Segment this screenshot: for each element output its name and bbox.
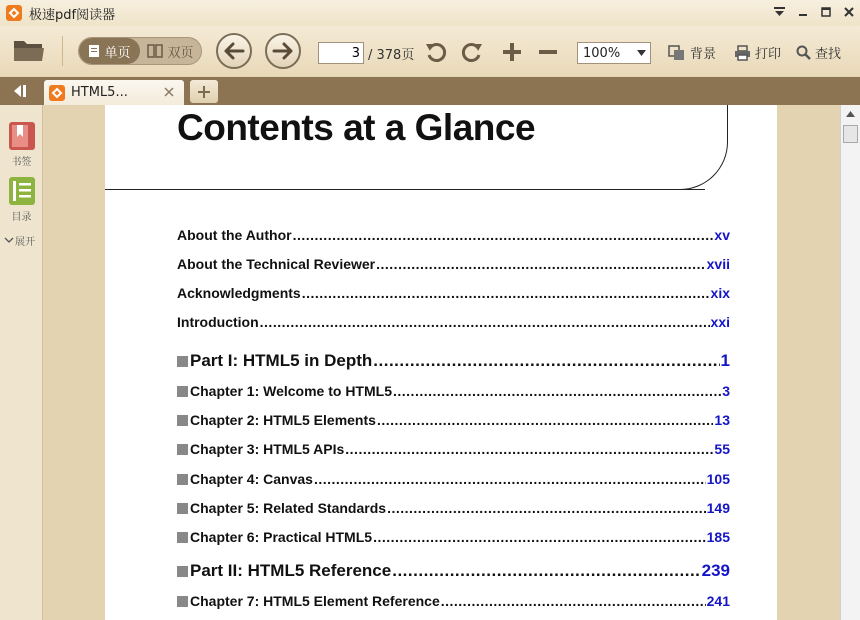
left-sidebar xyxy=(0,105,43,620)
contents-button[interactable] xyxy=(5,176,38,223)
toc-chapter-entry[interactable] xyxy=(177,593,730,609)
toc-leader xyxy=(392,561,700,581)
printer-icon xyxy=(734,45,751,61)
square-bullet-icon xyxy=(177,474,188,485)
toc-entry-page: 1 xyxy=(720,351,730,370)
page-total: / 378页 xyxy=(368,48,415,63)
toc-chapter-entry[interactable] xyxy=(177,412,730,428)
view-mode-toggle xyxy=(78,37,202,65)
toc-chapter-entry[interactable] xyxy=(177,441,730,457)
double-page-label: 双页 xyxy=(167,45,194,61)
square-bullet-icon xyxy=(177,532,188,543)
search-button[interactable] xyxy=(796,43,841,62)
toc-entry-page: 239 xyxy=(701,561,730,580)
search-icon xyxy=(796,45,811,60)
page-title: Contents at a Glance xyxy=(177,107,536,148)
scrollbar-thumb[interactable] xyxy=(843,125,858,143)
toc-entry-title: Chapter 6: Practical HTML5 xyxy=(190,529,373,545)
square-bullet-icon xyxy=(177,356,188,367)
zoom-select[interactable] xyxy=(577,42,651,64)
tab-label: HTML5... xyxy=(71,85,128,100)
toc-leader xyxy=(393,383,721,399)
search-label: 查找 xyxy=(815,47,842,62)
background-button[interactable] xyxy=(668,43,716,62)
scroll-up-arrow-icon[interactable] xyxy=(841,105,860,123)
pdf-file-icon xyxy=(49,85,65,101)
square-bullet-icon xyxy=(177,503,188,514)
double-page-button[interactable] xyxy=(140,38,201,64)
toolbar xyxy=(0,26,860,76)
collapse-sidebar-icon[interactable] xyxy=(0,77,42,105)
background-label: 背景 xyxy=(690,47,717,62)
minimize-icon[interactable] xyxy=(791,0,814,24)
toc-entry-title: Part I: HTML5 in Depth xyxy=(190,351,373,370)
toc-leader xyxy=(377,412,713,428)
toc-entry-page: 55 xyxy=(714,441,730,457)
bookmarks-label: 书签 xyxy=(11,157,32,168)
toc-entry-title: Chapter 2: HTML5 Elements xyxy=(190,412,376,428)
expand-label: 展开 xyxy=(15,237,35,248)
toc-leader xyxy=(345,441,713,457)
toc-leader xyxy=(302,285,710,301)
arrow-left-icon xyxy=(223,42,245,60)
toc-entry-title: Introduction xyxy=(177,314,259,330)
toc-entry-title: Chapter 4: Canvas xyxy=(190,471,313,487)
background-icon xyxy=(668,45,686,61)
toc-chapter-entry[interactable] xyxy=(177,383,730,399)
toc-chapter-entry[interactable] xyxy=(177,500,730,516)
single-page-button[interactable] xyxy=(79,38,140,64)
toc-entry-title: Chapter 1: Welcome to HTML5 xyxy=(190,383,392,399)
chevron-down-icon xyxy=(633,43,650,63)
bookmark-icon xyxy=(8,121,36,151)
toc-leader xyxy=(441,593,706,609)
chevron-down-icon xyxy=(4,237,14,244)
toc-entry[interactable] xyxy=(177,285,730,301)
toc-entry-page: xxi xyxy=(710,314,730,330)
toc-entry-page: 105 xyxy=(706,471,730,487)
document-viewport[interactable] xyxy=(44,105,840,620)
toc-entry-page: xvii xyxy=(706,256,730,272)
toc-entry-title: Chapter 7: HTML5 Element Reference xyxy=(190,593,440,609)
toc-entry-page: 3 xyxy=(722,383,730,399)
next-page-button[interactable] xyxy=(265,33,301,69)
contents-label: 目录 xyxy=(11,212,32,223)
zoom-out-icon[interactable] xyxy=(535,39,561,65)
toc-leader xyxy=(376,256,706,272)
toc-part-entry[interactable] xyxy=(177,561,730,581)
expand-button[interactable] xyxy=(4,233,35,248)
zoom-in-icon[interactable] xyxy=(499,39,525,65)
toc-leader xyxy=(373,351,719,371)
toc-entry-page: 13 xyxy=(714,412,730,428)
rotate-left-icon[interactable] xyxy=(423,39,449,65)
table-of-contents-icon xyxy=(8,176,36,206)
square-bullet-icon xyxy=(177,444,188,455)
toc-entry-page: 185 xyxy=(706,529,730,545)
app-logo-icon xyxy=(6,5,22,21)
toc-entry-title: Acknowledgments xyxy=(177,285,301,301)
arrow-right-icon xyxy=(272,42,294,60)
square-bullet-icon xyxy=(177,415,188,426)
square-bullet-icon xyxy=(177,566,188,577)
toc-entry[interactable] xyxy=(177,314,730,330)
print-label: 打印 xyxy=(755,47,782,62)
toc-leader xyxy=(373,529,706,545)
open-folder-icon[interactable] xyxy=(11,34,47,66)
toc-chapter-entry[interactable] xyxy=(177,529,730,545)
toc-entry-title: Chapter 5: Related Standards xyxy=(190,500,387,516)
page-number-input[interactable] xyxy=(318,42,364,64)
square-bullet-icon xyxy=(177,596,188,607)
toc-chapter-entry[interactable] xyxy=(177,471,730,487)
toc-entry[interactable] xyxy=(177,227,730,243)
plus-icon[interactable] xyxy=(190,80,218,103)
toc-part-entry[interactable] xyxy=(177,351,730,371)
toc-entry-page: 241 xyxy=(706,593,730,609)
toc-entry-title: Part II: HTML5 Reference xyxy=(190,561,392,580)
title-rule xyxy=(105,189,705,190)
vertical-scrollbar[interactable] xyxy=(840,105,860,620)
pdf-page xyxy=(105,105,777,620)
menu-icon[interactable] xyxy=(768,0,791,24)
single-page-label: 单页 xyxy=(104,45,131,61)
maximize-icon[interactable] xyxy=(814,0,837,24)
toc-entry-page: xix xyxy=(710,285,730,301)
square-bullet-icon xyxy=(177,386,188,397)
double-page-icon xyxy=(147,44,163,58)
toc-leader xyxy=(314,471,706,487)
toc-entry-title: Chapter 3: HTML5 APIs xyxy=(190,441,345,457)
toc-entry-page: 149 xyxy=(706,500,730,516)
single-page-icon xyxy=(88,44,100,58)
toc-leader xyxy=(260,314,710,330)
title-bar xyxy=(0,0,860,26)
tab-document[interactable] xyxy=(44,80,184,105)
toc-entry[interactable] xyxy=(177,256,730,272)
previous-page-button[interactable] xyxy=(216,33,252,69)
toc-entry-title: About the Author xyxy=(177,227,292,243)
toc-leader xyxy=(293,227,714,243)
rotate-right-icon[interactable] xyxy=(459,39,485,65)
print-button[interactable] xyxy=(734,43,781,62)
close-icon[interactable] xyxy=(837,0,860,24)
toc-entry-title: About the Technical Reviewer xyxy=(177,256,376,272)
toc-leader xyxy=(387,500,706,516)
tab-close-icon[interactable] xyxy=(162,85,176,99)
toc-entry-page: xv xyxy=(714,227,730,243)
window-title: 极速pdf阅读器 xyxy=(29,7,116,23)
zoom-value: 100% xyxy=(583,45,621,61)
bookmarks-button[interactable] xyxy=(5,121,38,168)
toolbar-divider xyxy=(62,36,63,66)
tab-bar xyxy=(0,77,860,105)
